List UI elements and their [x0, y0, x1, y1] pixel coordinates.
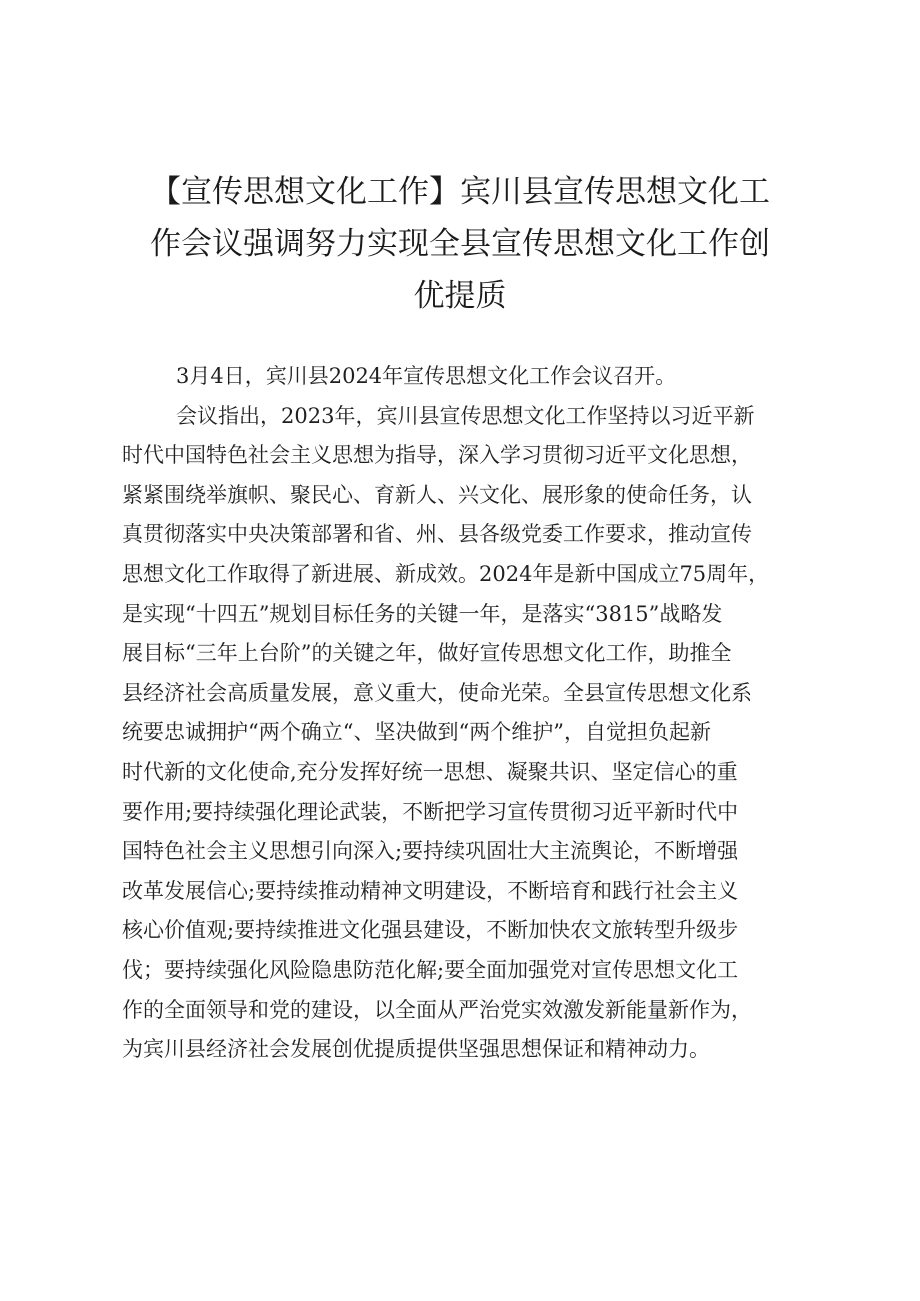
title-line: 作会议强调努力实现全县宣传思想文化工作创: [150, 226, 770, 262]
paragraph-line: 时代新的文化使命,充分发挥好统一思想、凝聚共识、坚定信心的重: [122, 759, 738, 784]
paragraph-line: 国特色社会主义思想引向深入;要持续巩固壮大主流舆论，不断增强: [122, 839, 739, 864]
paragraph-line: 要作用;要持续强化理论武装，不断把学习宣传贯彻习近平新时代中: [122, 799, 739, 824]
paragraph-line: 会议指出，2023年，宾川县宣传思想文化工作坚持以习近平新: [176, 403, 755, 428]
paragraph-line: 统要忠诚拥护“两个确立“、坚决做到“两个维护”，自觉担负起新: [122, 720, 711, 745]
paragraph-line: 思想文化工作取得了新进展、新成效。2024年是新中国成立75周年，: [122, 561, 770, 586]
paragraph-line: 改革发展信心;要持续推动精神文明建设，不断培育和践行社会主义: [122, 878, 739, 903]
paragraph-line: 作的全面领导和党的建设，以全面从严治党实效激发新能量新作为，: [122, 997, 752, 1022]
title-line: 优提质: [413, 278, 507, 314]
paragraph-line: 真贯彻落实中央决策部署和省、州、县各级党委工作要求，推动宣传: [122, 522, 752, 547]
document-body: [122, 357, 812, 1070]
paragraph-line: 是实现“十四五”规划目标任务的关键一年，是落实“3815”战略发: [122, 601, 723, 626]
paragraph-line: 时代中国特色社会主义思想为指导，深入学习贯彻习近平文化思想，: [122, 443, 752, 468]
paragraph-line: 县经济社会高质量发展，意义重大，使命光荣。全县宣传思想文化系: [122, 680, 752, 705]
paragraph-line: 紧紧围绕举旗帜、聚民心、育新人、兴文化、展形象的使命任务，认: [122, 482, 752, 507]
title-line: 【宣传思想文化工作】宾川县宣传思想文化工: [150, 174, 770, 210]
paragraph-line: 3月4日，宾川县2024年宣传思想文化工作会议召开。: [176, 364, 677, 388]
paragraph-line: 核心价值观;要持续推进文化强县建设，不断加快农文旅转型升级步: [122, 918, 739, 943]
paragraph-line: 为宾川县经济社会发展创优提质提供坚强思想保证和精神动力。: [122, 1037, 710, 1062]
document-title: [120, 166, 800, 322]
paragraph-line: 展目标“三年上台阶”的关键之年，做好宣传思想文化工作，助推全: [122, 641, 732, 666]
paragraph-line: 伐；要持续强化风险隐患防范化解;要全面加强党对宣传思想文化工: [122, 957, 739, 982]
